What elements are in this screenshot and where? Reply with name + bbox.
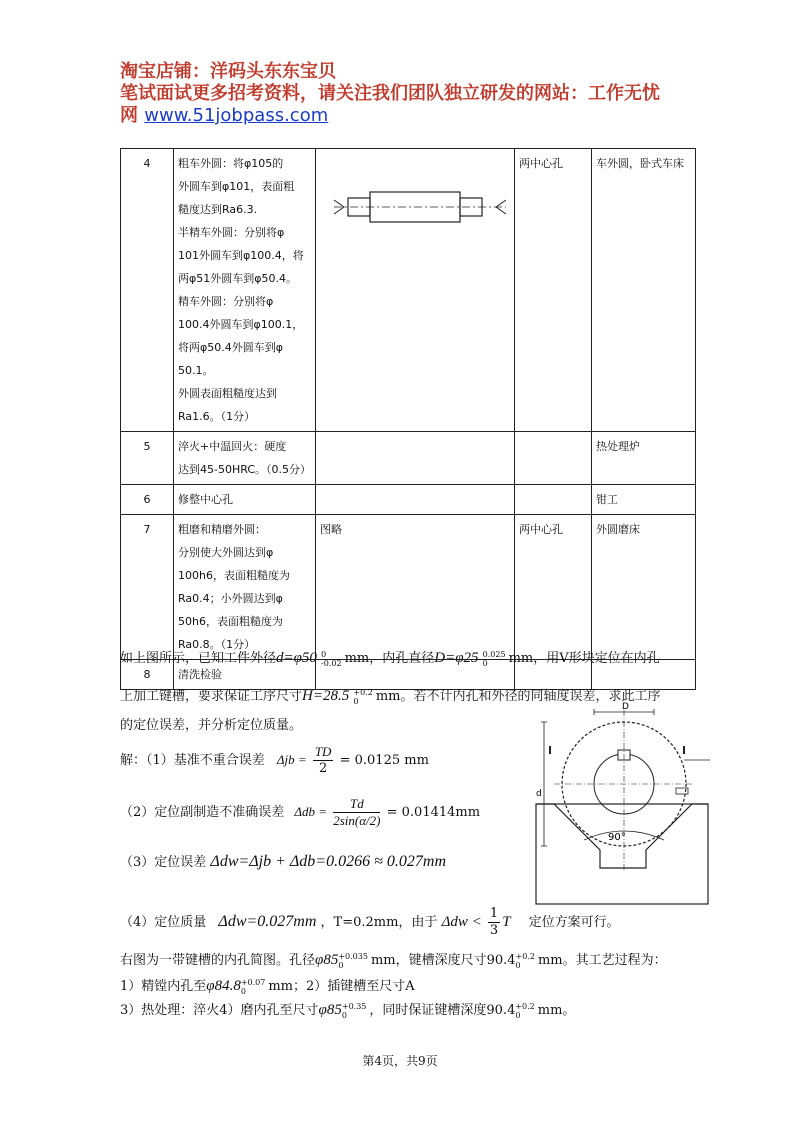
description-line: 50.1。 — [178, 364, 214, 377]
step-number: 8 — [121, 660, 174, 690]
description-line: 100.4外圆车到φ100.1， — [178, 318, 304, 331]
step-equipment: 钳工 — [592, 485, 696, 515]
description-line: 粗磨和精磨外圆： — [178, 523, 266, 536]
step-number: 6 — [121, 485, 174, 515]
bore-diameter-tolerance: 0.025 0 — [482, 649, 506, 668]
header-shop-line: 淘宝店铺：洋码头东东宝贝 — [120, 61, 336, 82]
problem-line-2: 上加工键槽，要求保证工序尺寸H=28.5 +0.2 0 mm。若不计内孔和外径的同轴度误差，求此工序 — [120, 687, 661, 706]
step-equipment: 车外圆，卧式车床 — [592, 149, 696, 432]
shaft-sketch — [330, 180, 510, 240]
description-line: 修整中心孔 — [178, 493, 233, 506]
header-website-prefix: 网 — [120, 105, 138, 126]
outer-diameter-expr: d=φ50 — [276, 650, 317, 666]
process-row — [121, 432, 696, 485]
step-equipment: 热处理炉 — [592, 432, 696, 485]
process-row — [121, 515, 696, 660]
step-description — [174, 149, 316, 432]
next-problem-line-3: 3）热处理：淬火4）磨内孔至尺寸φ85 +0.35 0 ，同时保证键槽深度90.4 +0.2 0 mm。 — [120, 1001, 576, 1020]
description-line: Ra1.6。（1分） — [178, 410, 256, 423]
step-description — [174, 485, 316, 515]
step-datum — [515, 485, 592, 515]
step-sketch: 图略 — [316, 515, 515, 660]
description-line: 精车外圆：分别将φ — [178, 295, 274, 308]
description-line: 外圆车到φ101，表面粗 — [178, 180, 295, 193]
step-number: 5 — [121, 432, 174, 485]
solution-step-4: （4）定位质量 Δdw=0.027mm ，T=0.2mm，由于 Δdw < $\frac{1}{3}$ T 定位方案可行。 — [120, 906, 620, 938]
step-datum: 两中心孔 — [515, 149, 592, 432]
solution-step-3: （3）定位误差 Δdw=Δjb + Δdb=0.0266 ≈ 0.027mm — [120, 853, 446, 870]
step-sketch — [316, 485, 515, 515]
dimension-D-label: D — [622, 702, 629, 712]
solution-4-fraction: $\frac{1}{3}$ — [489, 906, 499, 938]
v-block-diagram — [534, 700, 714, 910]
page-number: 第4页，共9页 — [362, 1054, 438, 1068]
description-line: Ra0.4；小外圆达到φ — [178, 592, 283, 605]
solution-step-2: （2）定位副制造不准确误差 Δdb = $\frac{Td}{2\sin(\alpha/2)}$ = 0.01414mm — [120, 796, 481, 828]
step-equipment: 外圆磨床 — [592, 515, 696, 660]
problem-line-3: 的定位误差，并分析定位质量。 — [120, 718, 303, 733]
process-dimension-expr: H=28.5 — [302, 688, 350, 704]
website-link[interactable]: www.51jobpass.com — [144, 105, 329, 126]
solution-step-1: 解：（1）基准不重合误差 Δjb = $\frac{TD}{2}$ = 0.0125 mm — [120, 744, 429, 776]
description-line: 糙度达到Ra6.3. — [178, 203, 258, 216]
description-line: 101外圆车到φ100.4，将 — [178, 249, 304, 262]
description-line: 将两φ50.4外圆车到φ — [178, 341, 284, 354]
header-website-line — [120, 104, 328, 128]
step-description — [174, 432, 316, 485]
step-number: 4 — [121, 149, 174, 432]
description-line: 外圆表面粗糙度达到 — [178, 387, 277, 400]
description-line: 50h6，表面粗糙度为 — [178, 615, 283, 628]
next-problem-line-1: 右图为一带键槽的内孔简图。孔径φ85 +0.035 0 mm，键槽深度尺寸90.4 +0.2 0 mm。其工艺过程为： — [120, 951, 667, 970]
step-datum: 两中心孔 — [515, 515, 592, 660]
description-line: Ra0.8。（1分） — [178, 638, 256, 651]
problem-line-1: 如上图所示，已知工件外径d=φ50 0 -0.02 mm，内孔直径D=φ25 0.025 0 mm，用V形块定位在内孔 — [120, 649, 660, 668]
process-row — [121, 485, 696, 515]
solution-1-fraction: $\frac{TD}{2}$ — [314, 744, 332, 776]
dimension-d-label: d — [536, 789, 542, 799]
step-sketch — [316, 432, 515, 485]
description-line: 分别使大外圆达到φ — [178, 546, 274, 559]
next-problem-line-2: 1）精镗内孔至φ84.8 +0.07 0 mm；2）插键槽至尺寸A — [120, 977, 415, 996]
process-dimension-tolerance: +0.2 0 — [353, 687, 373, 706]
solution-2-fraction: $\frac{Td}{2\sin(\alpha/2)}$ — [333, 796, 381, 828]
header-promo-line: 笔试面试更多招考资料，请关注我们团队独立研发的网站：工作无忧 — [120, 83, 660, 104]
description-line: 粗车外圆：将φ105的 — [178, 157, 284, 170]
step-datum — [515, 432, 592, 485]
bore-diameter-expr: D=φ25 — [434, 650, 479, 666]
description-line: 淬火+中温回火：硬度 — [178, 440, 287, 453]
outer-diameter-tolerance: 0 -0.02 — [321, 649, 342, 668]
description-line: 两φ51外圆车到φ50.4。 — [178, 272, 298, 285]
step-number: 7 — [121, 515, 174, 660]
description-line: 清洗检验 — [178, 668, 222, 681]
step-description — [174, 515, 316, 660]
description-line: 达到45-50HRC。（0.5分） — [178, 463, 312, 476]
description-line: 100h6，表面粗糙度为 — [178, 569, 290, 582]
v-angle-label: 90° — [608, 832, 626, 843]
description-line: 半精车外圆：分别将φ — [178, 226, 285, 239]
